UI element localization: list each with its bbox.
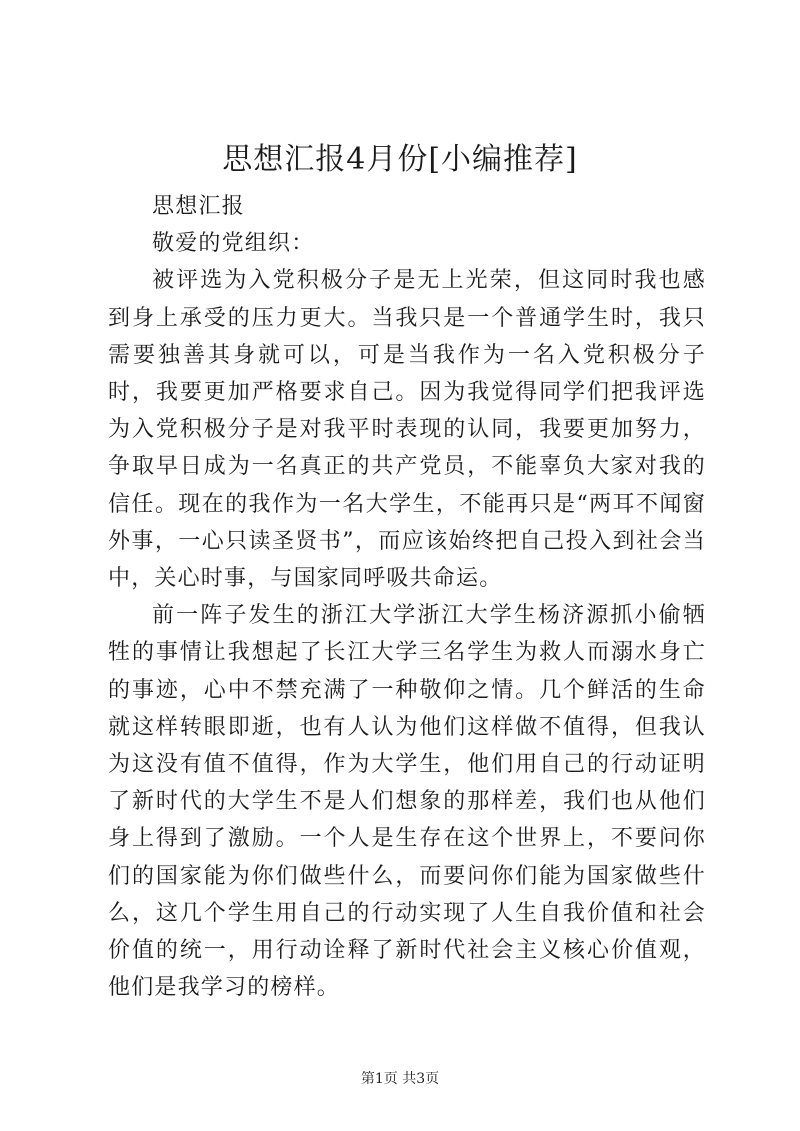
salutation: 敬爱的党组织： (152, 231, 315, 257)
document-body (108, 188, 706, 1006)
page-footer: 第1页 共3页 (360, 1071, 440, 1087)
paragraph-2: 前一阵子发生的浙江大学浙江大学生杨济源抓小偷牺牲的事情让我想起了长江大学三名学生为救人而溺水身亡的事迹，心中不禁充满了一种敬仰之情。几个鲜活的生命就这样转眼即逝，也有人认为他们这样做不值得，但我认为这没有值不值得，作为大学生，他们用自己的行动证明了新时代的大学生不是人们想象的那样差，我们也从他们身上得到了激励。一个人是生存在这个世界上，不要问你们的国家能为你们做些什么，而要问你们能为国家做些什么，这几个学生用自己的行动实现了人生自我价值和社会价值的统一，用行动诠释了新时代社会主义核心价值观，他们是我学习的榜样。 (108, 603, 706, 1001)
heading-line: 思想汇报 (152, 194, 245, 219)
document-title: 思想汇报4月份[小编推荐] (222, 142, 578, 177)
paragraph-1: 被评选为入党积极分子是无上光荣，但这同时我也感到身上承受的压力更大。当我只是一个普通学生时，我只需要独善其身就可以，可是当我作为一名入党积极分子时，我要更加严格要求自己。因为我觉得同学们把我评选为入党积极分子是对我平时表现的认同，我要更加努力，争取早日成为一名真正的共产党员，不能辜负大家对我的信任。现在的我作为一名大学生，不能再只是“两耳不闻窗外事，一心只读圣贤书”，而应该始终把自己投入到社会当中，关心时事，与国家同呼吸共命运。 (108, 268, 706, 592)
